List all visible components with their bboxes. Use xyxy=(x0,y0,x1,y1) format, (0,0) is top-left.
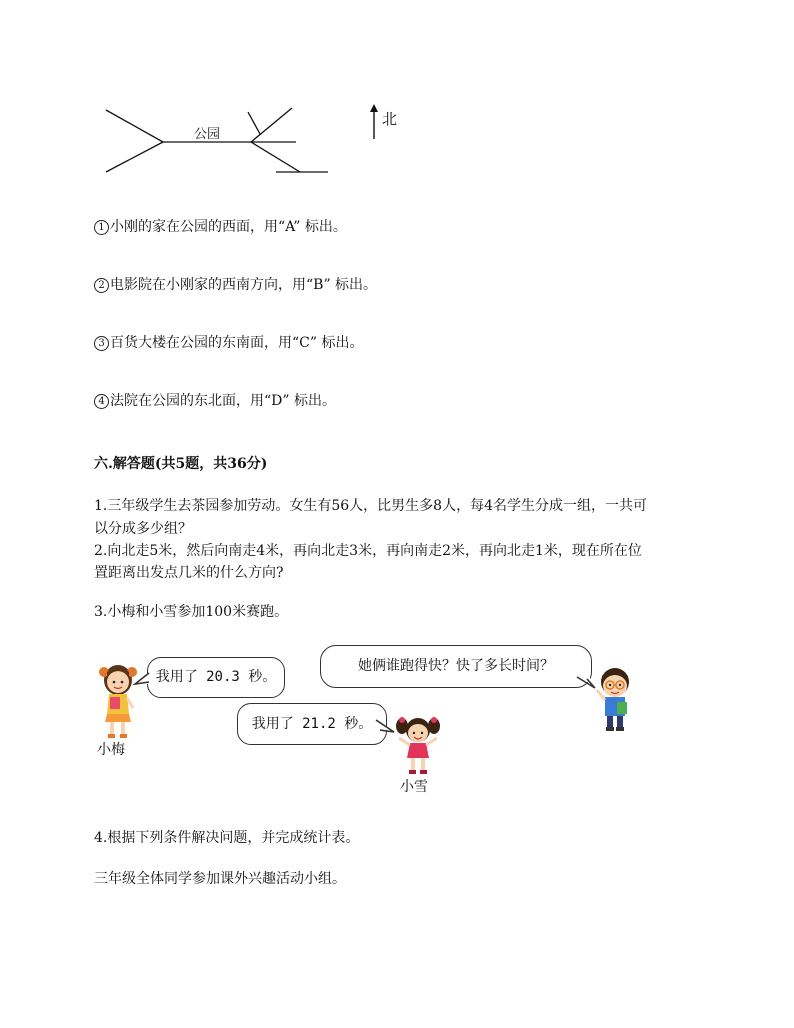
xiaoxue-name-label: 小雪 xyxy=(400,779,428,795)
map-item-1 xyxy=(94,217,347,237)
item-number: 3 xyxy=(94,336,109,351)
boy-character-illustration xyxy=(593,664,637,732)
xiaoxue-speech-bubble xyxy=(237,703,387,745)
xiaomei-character-illustration xyxy=(98,662,138,740)
question-1-line-1: 1.三年级学生去茶园参加劳动。女生有56人，比男生多8人，每4名学生分成一组，一共可 xyxy=(94,498,647,514)
question-4-subtext: 三年级全体同学参加课外兴趣活动小组。 xyxy=(94,871,346,887)
item-text: 法院在公园的东北面，用“D” 标出。 xyxy=(110,393,336,409)
question-1-line-2: 以分成多少组？ xyxy=(94,521,192,537)
xiaomei-speech-bubble xyxy=(147,657,285,698)
item-number: 1 xyxy=(94,220,109,235)
xiaoxue-character-illustration xyxy=(393,716,443,776)
question-2-line-1: 2.向北走5米，然后向南走4米，再向北走3米，再向南走2米，再向北走1米，现在所在位 xyxy=(94,543,642,559)
question-3: 3.小梅和小雪参加100米赛跑。 xyxy=(94,604,289,620)
map-item-3 xyxy=(94,333,363,353)
north-label: 北 xyxy=(382,110,398,128)
item-number: 2 xyxy=(94,278,109,293)
map-item-4 xyxy=(94,391,336,411)
xiaoxue-speech-text: 我用了 21.2 秒。 xyxy=(251,716,373,732)
question-2-line-2: 置距离出发点几米的什么方向? xyxy=(94,565,284,581)
xiaomei-speech-text: 我用了 20.3 秒。 xyxy=(155,669,277,685)
item-number: 4 xyxy=(94,394,109,409)
item-text: 小刚的家在公园的西面，用“A” 标出。 xyxy=(110,219,347,235)
map-item-2 xyxy=(94,275,377,295)
section-title: 六.解答题(共5题，共36分) xyxy=(94,456,268,472)
boy-speech-text: 她俩谁跑得快？快了多长时间？ xyxy=(358,658,554,674)
north-arrow-icon xyxy=(368,104,380,140)
park-label: 公园 xyxy=(194,127,221,142)
boy-speech-bubble xyxy=(320,645,592,688)
xiaomei-name-label: 小梅 xyxy=(97,742,125,758)
question-4: 4.根据下列条件解决问题，并完成统计表。 xyxy=(94,830,360,846)
item-text: 电影院在小刚家的西南方向，用“B” 标出。 xyxy=(110,277,378,293)
item-text: 百货大楼在公园的东南面，用“C” 标出。 xyxy=(110,335,364,351)
